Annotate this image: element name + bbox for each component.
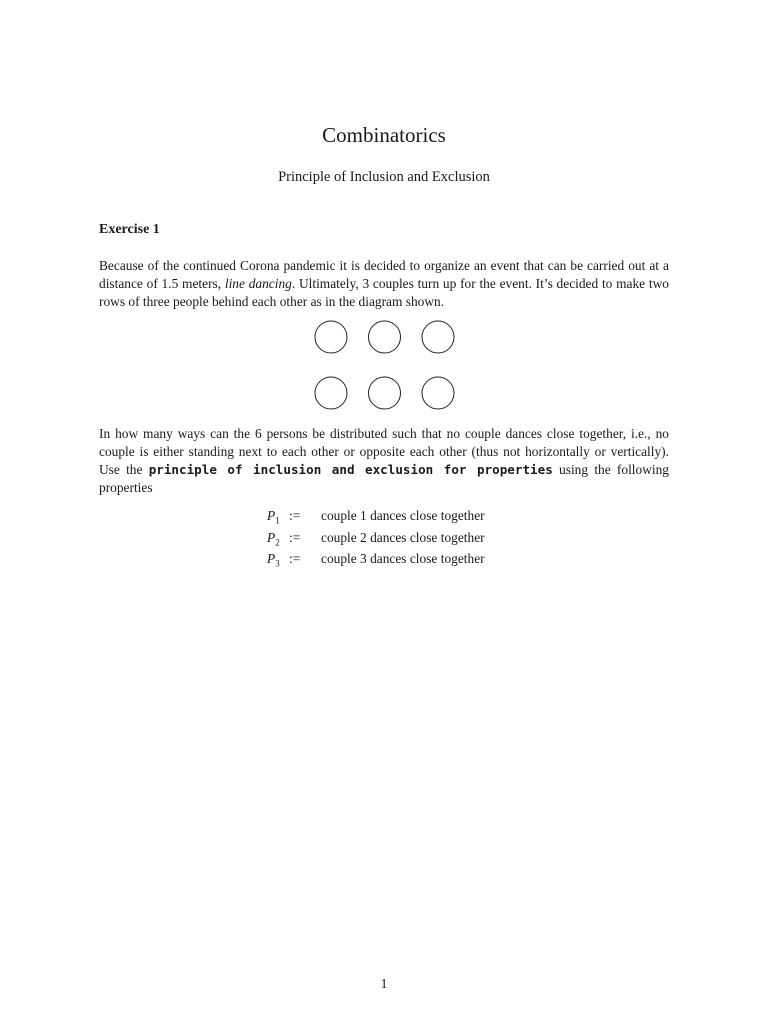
dancer-position-circle [369,377,401,409]
property-text: couple 1 dances close together [321,508,485,523]
paragraph-text: using the following properties [99,462,669,495]
dancer-position-circle [315,321,347,353]
dancer-position-circle [422,321,454,353]
dancer-position-circle [315,377,347,409]
exercise-heading: Exercise 1 [99,222,160,237]
symbol-letter: P [267,551,276,566]
dancer-position-diagram [304,314,464,414]
exercise-question-paragraph [99,425,669,497]
symbol-letter: P [267,529,276,545]
property-row [267,530,485,552]
paragraph-text: . Ultimately, 3 couples turn up for the event. It’s decided to make two rows of three people behind each other as in the diagram shown. [99,276,669,309]
property-text: couple 3 dances close together [321,551,485,566]
definition-operator: := [289,529,301,545]
property-symbol [267,551,289,569]
property-symbol [267,530,289,548]
document-title: Combinatorics [322,123,446,147]
symbol-index: 3 [275,558,280,569]
property-symbol [267,508,289,526]
definition-operator: := [289,551,301,566]
bold-term: principle of inclusion and exclusion for properties [148,462,553,477]
property-row [267,508,485,530]
paragraph-text: In how many ways can the 6 persons be distributed such that no couple dances close together, i.e., no couple is either standing next to each other or opposite each other (thus not horizontally or vertically). Use the [99,426,669,477]
property-text: couple 2 dances close together [321,529,485,545]
symbol-index: 1 [275,515,280,526]
document-subtitle: Principle of Inclusion and Exclusion [278,169,490,185]
emphasis-text: line dancing [224,276,292,291]
definition-operator: := [289,508,301,523]
page-number: 1 [380,977,388,992]
paragraph-text: Because of the continued Corona pandemic it is decided to organize an event that can be carried out at a distance of 1.5 meters, [99,258,669,291]
exercise-intro-paragraph [99,257,669,311]
property-definitions [267,508,485,573]
symbol-index: 2 [275,537,280,548]
dancer-position-circle [369,321,401,353]
property-row [267,551,485,573]
dancer-position-circle [422,377,454,409]
symbol-letter: P [267,508,276,523]
